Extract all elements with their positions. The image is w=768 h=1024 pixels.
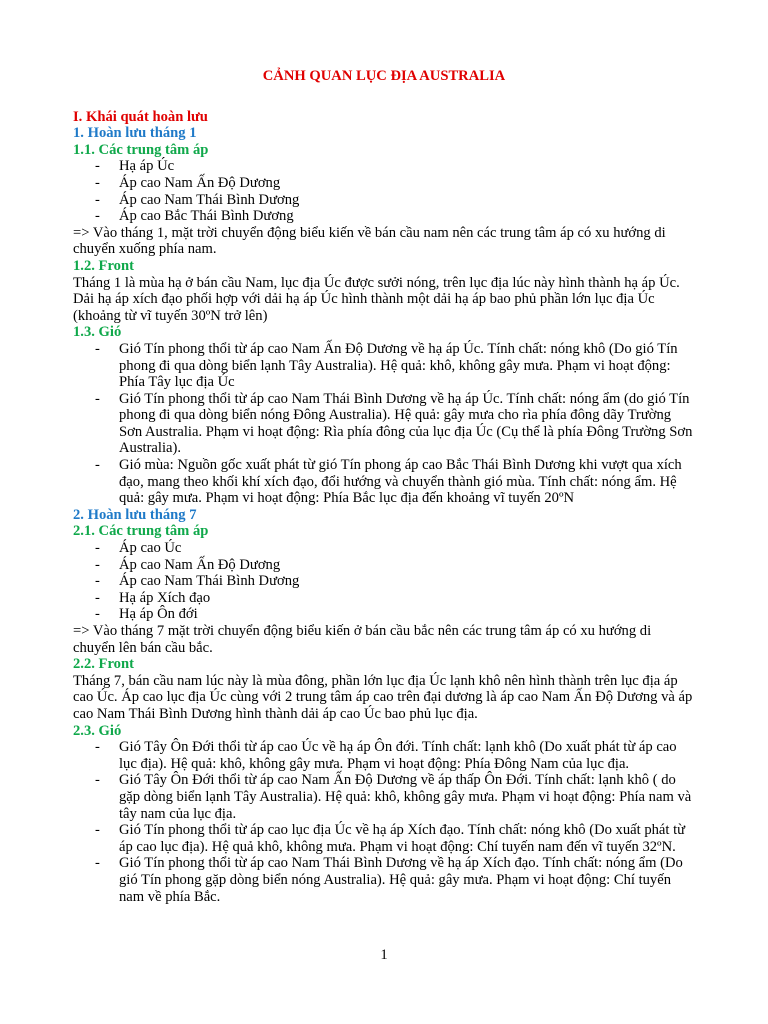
month-7-front-text: Tháng 7, bán cầu nam lúc này là mùa đông, phần lớn lục địa Úc lạnh khô nên hình thành trên lục địa áp cao Úc. Áp cao lục địa Úc cùng với 2 trung tâm áp cao trên đại dương là áp cao Nam Ấn Độ Dương và áp cao Nam Thái Bình Dương hình thành dải áp cao Úc bao phủ lục địa. — [73, 672, 693, 722]
section-1-heading: I. Khái quát hoàn lưu — [73, 108, 208, 125]
list-item: - Hạ áp Úc — [73, 158, 695, 175]
month-1-pressure-conclusion: => Vào tháng 1, mặt trời chuyển động biểu kiến về bán cầu nam nên các trung tâm áp có xu hướng di chuyển xuống phía nam. — [73, 224, 666, 258]
list-item: - Gió Tín phong thổi từ áp cao Nam Ấn Độ Dương về hạ áp Úc. Tính chất: nóng khô (Do gió Tín phong đi qua dòng biển lạnh Tây Australia). Hệ quả: khô, không gây mưa. Phạm vi hoạt động: Phía Tây lục địa Úc — [73, 341, 695, 391]
month-1-pressure-list — [73, 158, 695, 224]
list-item: - Áp cao Nam Ấn Độ Dương — [73, 175, 695, 192]
list-item: - Áp cao Úc — [73, 540, 695, 557]
month-1-front-text: Tháng 1 là mùa hạ ở bán cầu Nam, lục địa Úc được sưởi nóng, trên lục địa lúc này hình thành hạ áp Úc. Dải hạ áp xích đạo phối hợp với dải hạ áp Úc hình thành một dải hạ áp bao phủ phần lớn lục địa Úc (khoảng từ vĩ tuyến 30ºN trở lên) — [73, 274, 680, 324]
month-7-wind-list — [73, 739, 695, 905]
document-content — [73, 68, 695, 905]
list-item: - Áp cao Nam Thái Bình Dương — [73, 192, 695, 209]
month-7-front-heading: 2.2. Front — [73, 656, 134, 673]
list-item: - Áp cao Nam Thái Bình Dương — [73, 573, 695, 590]
month-1-heading: 1. Hoàn lưu tháng 1 — [73, 125, 197, 142]
month-1-pressure-heading: 1.1. Các trung tâm áp — [73, 141, 209, 158]
page-number: 1 — [380, 947, 388, 963]
document-title: CẢNH QUAN LỤC ĐỊA AUSTRALIA — [262, 68, 506, 84]
list-item: - Gió Tây Ôn Đới thổi từ áp cao Nam Ấn Độ Dương về áp thấp Ôn Đới. Tính chất: lạnh khô ( do gặp dòng biển lạnh Tây Australia). Hệ quả: khô, không gây mưa. Phạm vi hoạt động: Phía nam và tây nam của lục địa. — [73, 772, 695, 822]
month-7-pressure-conclusion: => Vào tháng 7 mặt trời chuyển động biểu kiến ở bán cầu bắc nên các trung tâm áp có xu hướng di chuyển lên bán cầu bắc. — [73, 623, 652, 656]
list-item: - Gió Tây Ôn Đới thổi từ áp cao Úc về hạ áp Ôn đới. Tính chất: lạnh khô (Do xuất phát từ áp cao lục địa). Hệ quả: khô, không gây mưa. Phạm vi hoạt động: Phía Đông Nam của lục địa. — [73, 739, 695, 772]
list-item: - Gió Tín phong thổi từ áp cao Nam Thái Bình Dương về hạ áp Úc. Tính chất: nóng ẩm (do gió Tín phong đi qua dòng biển nóng Đông Australia). Hệ quả: gây mưa cho rìa phía đông dãy Trường Sơn Australia. Phạm vi hoạt động: Rìa phía đông của lục địa Úc (Cụ thể là phía Đông Trường Sơn Australia). — [73, 391, 695, 457]
list-item: - Gió Tín phong thổi từ áp cao lục địa Úc về hạ áp Xích đạo. Tính chất: nóng khô (Do xuất phát từ áp cao lục địa). Hệ quả khô, không mưa. Phạm vi hoạt động: Chí tuyến nam đến vĩ tuyến 32ºN. — [73, 822, 695, 855]
list-item: - Áp cao Bắc Thái Bình Dương — [73, 208, 695, 225]
list-item: - Gió Tín phong thổi từ áp cao Nam Thái Bình Dương về hạ áp Xích đạo. Tính chất: nóng ẩm (Do gió Tín phong gặp dòng biển nóng Australia). Hệ quả: gây mưa. Phạm vi hoạt động: Chí tuyến nam về phía Bắc. — [73, 855, 695, 905]
month-1-wind-heading: 1.3. Gió — [73, 324, 122, 341]
list-item: - Áp cao Nam Ấn Độ Dương — [73, 557, 695, 574]
list-item: - Hạ áp Xích đạo — [73, 590, 695, 607]
month-7-wind-heading: 2.3. Gió — [73, 722, 122, 739]
list-item: - Hạ áp Ôn đới — [73, 606, 695, 623]
month-1-wind-list — [73, 341, 695, 507]
month-1-front-heading: 1.2. Front — [73, 257, 134, 274]
list-item: - Gió mùa: Nguồn gốc xuất phát từ gió Tín phong áp cao Bắc Thái Bình Dương khi vượt qua xích đạo, mang theo khối khí xích đạo, đổi hướng và chuyển thành gió mùa. Tính chất: nóng ẩm. Hệ quả: gây mưa. Phạm vi hoạt động: Phía Bắc lục địa đến khoảng vĩ tuyến 20ºN — [73, 457, 695, 507]
month-7-heading: 2. Hoàn lưu tháng 7 — [73, 506, 197, 523]
month-7-pressure-heading: 2.1. Các trung tâm áp — [73, 523, 209, 540]
month-7-pressure-list — [73, 540, 695, 623]
